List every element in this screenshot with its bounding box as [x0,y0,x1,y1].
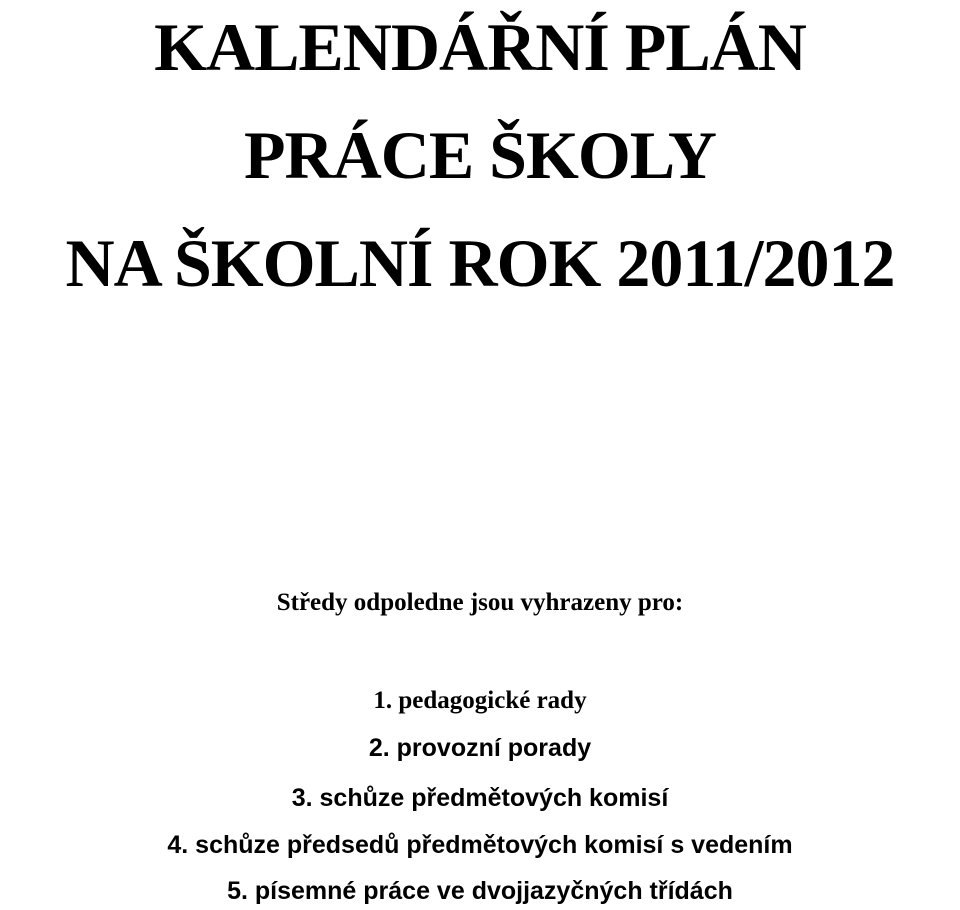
title-line-2: PRÁCE ŠKOLY [243,117,717,193]
list-item: 1. pedagogické rady [373,687,587,714]
list-item: 5. písemné práce ve dvojjazyčných třídách [227,877,733,905]
title-line-1: KALENDÁŘNÍ PLÁN [154,9,806,85]
list-item: 4. schůze předsedů předmětových komisí s vedením [167,831,793,859]
title-line-3: NA ŠKOLNÍ ROK 2011/2012 [65,225,895,301]
list-item: 2. provozní porady [368,734,592,762]
list-item: 3. schůze předmětových komisí [291,784,669,812]
intro-text: Středy odpoledne jsou vyhrazeny pro: [276,589,684,616]
